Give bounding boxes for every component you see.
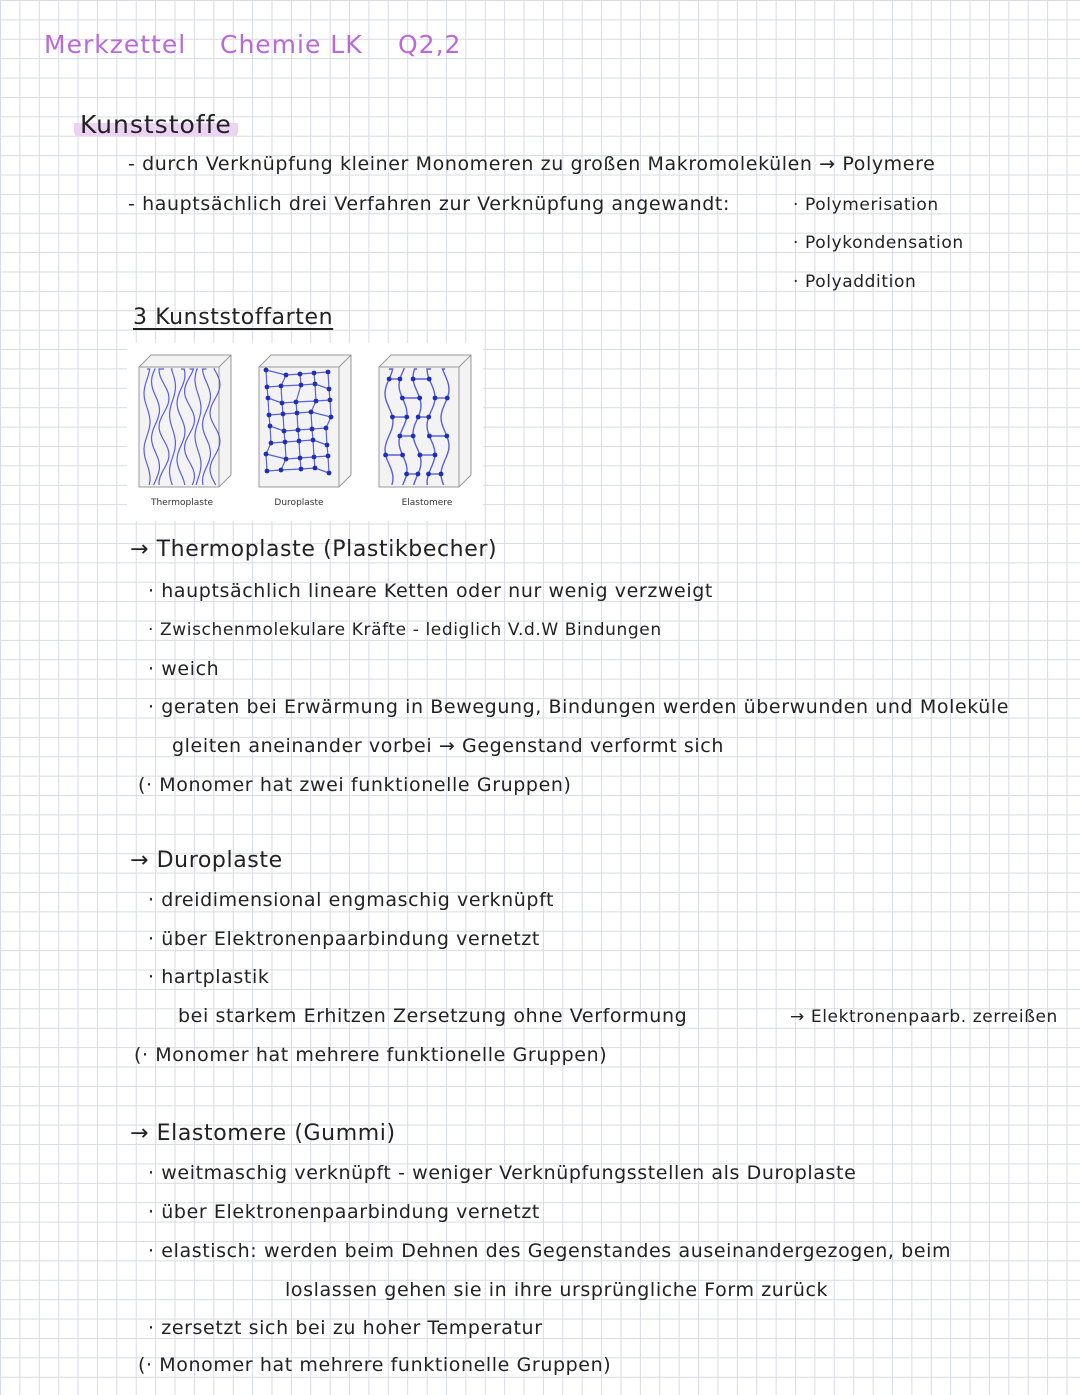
crosslink-node xyxy=(325,443,330,448)
crosslink-node xyxy=(280,401,285,406)
crosslink-node xyxy=(426,415,431,420)
thermoplaste-point-3: · weich xyxy=(148,658,220,680)
elastomere-point-2: · über Elektronenpaarbindung vernetzt xyxy=(148,1201,540,1223)
label-thermoplaste: Thermoplaste xyxy=(150,498,214,508)
duroplaste-point-3: · hartplastik xyxy=(148,966,270,988)
crosslink-node xyxy=(329,415,334,420)
elastomere-heading: → Elastomere (Gummi) xyxy=(130,1121,396,1146)
crosslink-node xyxy=(427,434,432,439)
crosslink-node xyxy=(445,396,450,401)
crosslink-node xyxy=(265,385,270,390)
method-polyaddition: · Polyaddition xyxy=(793,272,917,292)
thermoplaste-point-1: · hauptsächlich lineare Ketten oder nur wenig verzweigt xyxy=(148,580,713,602)
duroplaste-point-2: · über Elektronenpaarbindung vernetzt xyxy=(148,928,540,950)
crosslink-node xyxy=(416,472,421,477)
crosslink-node xyxy=(284,457,289,462)
elastomer-structure-box xyxy=(375,351,475,491)
crosslink-node xyxy=(404,415,409,420)
crosslink-node xyxy=(266,396,271,401)
crosslink-node xyxy=(309,410,314,415)
crosslink-node xyxy=(383,453,388,458)
thermoplaste-point-2: · Zwischenmolekulare Kräfte - lediglich V.d.W Bindungen xyxy=(148,620,662,640)
note-course: Q2,2 xyxy=(398,30,462,59)
crosslink-node xyxy=(404,472,409,477)
box-outline xyxy=(259,355,351,487)
crosslink-node xyxy=(313,382,318,387)
intro-line-2: - hauptsächlich drei Verfahren zur Verknüpfung angewandt: xyxy=(128,193,730,215)
thermoplaste-point-4-cont: gleiten aneinander vorbei → Gegenstand verformt sich xyxy=(172,735,724,757)
crosslink-node xyxy=(327,387,332,392)
crosslink-node xyxy=(298,372,303,377)
crosslink-node xyxy=(312,455,317,460)
crosslink-node xyxy=(264,452,269,457)
crosslink-node xyxy=(439,472,444,477)
thermoplaste-monomer-note: (· Monomer hat zwei funktionelle Gruppen) xyxy=(138,774,572,796)
duroplaste-heating-result: → Elektronenpaarb. zerreißen xyxy=(790,1007,1058,1027)
crosslink-node xyxy=(294,400,299,405)
crosslink-node xyxy=(312,371,317,376)
crosslink-node xyxy=(311,438,316,443)
crosslink-node xyxy=(284,373,289,378)
crosslink-node xyxy=(281,412,286,417)
duroplaste-heating: bei starkem Erhitzen Zersetzung ohne Verformung xyxy=(178,1005,688,1027)
crosslink-node xyxy=(313,466,318,471)
duroplast-structure-box xyxy=(255,351,355,491)
crosslink-node xyxy=(400,396,405,401)
label-elastomere: Elastomere xyxy=(401,498,453,508)
duroplaste-point-1: · dreidimensional engmaschig verknüpft xyxy=(148,889,555,911)
crosslink-node xyxy=(390,415,395,420)
crosslink-node xyxy=(295,411,300,416)
crosslink-node xyxy=(269,441,274,446)
crosslink-node xyxy=(387,377,392,382)
crosslink-node xyxy=(326,454,331,459)
crosslink-node xyxy=(267,413,272,418)
crosslink-node xyxy=(444,434,449,439)
types-heading: 3 Kunststoffarten xyxy=(133,305,334,330)
crosslink-node xyxy=(279,384,284,389)
crosslink-node xyxy=(417,453,422,458)
elastomere-point-4: · zersetzt sich bei zu hoher Temperatur xyxy=(148,1317,543,1339)
crosslink-node xyxy=(268,424,273,429)
crosslink-node xyxy=(324,426,329,431)
crosslink-node xyxy=(282,429,287,434)
thermoplast-structure-box xyxy=(135,351,235,491)
crosslink-node xyxy=(297,439,302,444)
method-polymerisation: · Polymerisation xyxy=(793,195,939,215)
crosslink-node xyxy=(296,428,301,433)
crosslink-node xyxy=(299,467,304,472)
crosslink-node xyxy=(310,427,315,432)
method-polykondensation: · Polykondensation xyxy=(793,233,964,253)
crosslink-node xyxy=(398,377,403,382)
crosslink-node xyxy=(426,472,431,477)
elastomere-point-3: · elastisch: werden beim Dehnen des Gegenstandes auseinandergezogen, beim xyxy=(148,1240,952,1262)
crosslink-node xyxy=(328,398,333,403)
crosslink-node xyxy=(299,383,304,388)
crosslink-node xyxy=(283,440,288,445)
crosslink-node xyxy=(411,377,416,382)
crosslink-node xyxy=(411,434,416,439)
crosslink-node xyxy=(400,453,405,458)
crosslink-node xyxy=(314,399,319,404)
crosslink-node xyxy=(427,377,432,382)
crosslink-node xyxy=(416,415,421,420)
crosslink-node xyxy=(433,396,438,401)
crosslink-node xyxy=(417,396,422,401)
crosslink-node xyxy=(397,434,402,439)
duroplaste-heading: → Duroplaste xyxy=(130,848,283,873)
crosslink-node xyxy=(279,468,284,473)
elastomere-monomer-note: (· Monomer hat mehrere funktionelle Gruppen) xyxy=(138,1354,612,1376)
crosslink-node xyxy=(264,368,269,373)
duroplaste-monomer-note: (· Monomer hat mehrere funktionelle Gruppen) xyxy=(134,1044,608,1066)
note-title: Merkzettel xyxy=(44,30,187,59)
note-subject: Chemie LK xyxy=(220,30,363,59)
crosslink-node xyxy=(326,370,331,375)
section-title: Kunststoffe xyxy=(74,110,238,139)
thermoplaste-heading: → Thermoplaste (Plastikbecher) xyxy=(130,537,498,562)
crosslink-node xyxy=(327,471,332,476)
crosslink-node xyxy=(265,469,270,474)
thermoplaste-point-4: · geraten bei Erwärmung in Bewegung, Bindungen werden überwunden und Moleküle xyxy=(148,696,1010,718)
elastomere-point-3-cont: loslassen gehen sie in ihre ursprüngliche Form zurück xyxy=(285,1279,829,1301)
crosslink-node xyxy=(433,453,438,458)
intro-line-1: - durch Verknüpfung kleiner Monomeren zu großen Makromolekülen → Polymere xyxy=(128,153,936,175)
crosslink-node xyxy=(298,456,303,461)
elastomere-point-1: · weitmaschig verknüpft - weniger Verknüpfungsstellen als Duroplaste xyxy=(148,1162,857,1184)
plastic-types-diagram xyxy=(127,343,483,521)
label-duroplaste: Duroplaste xyxy=(274,498,324,508)
